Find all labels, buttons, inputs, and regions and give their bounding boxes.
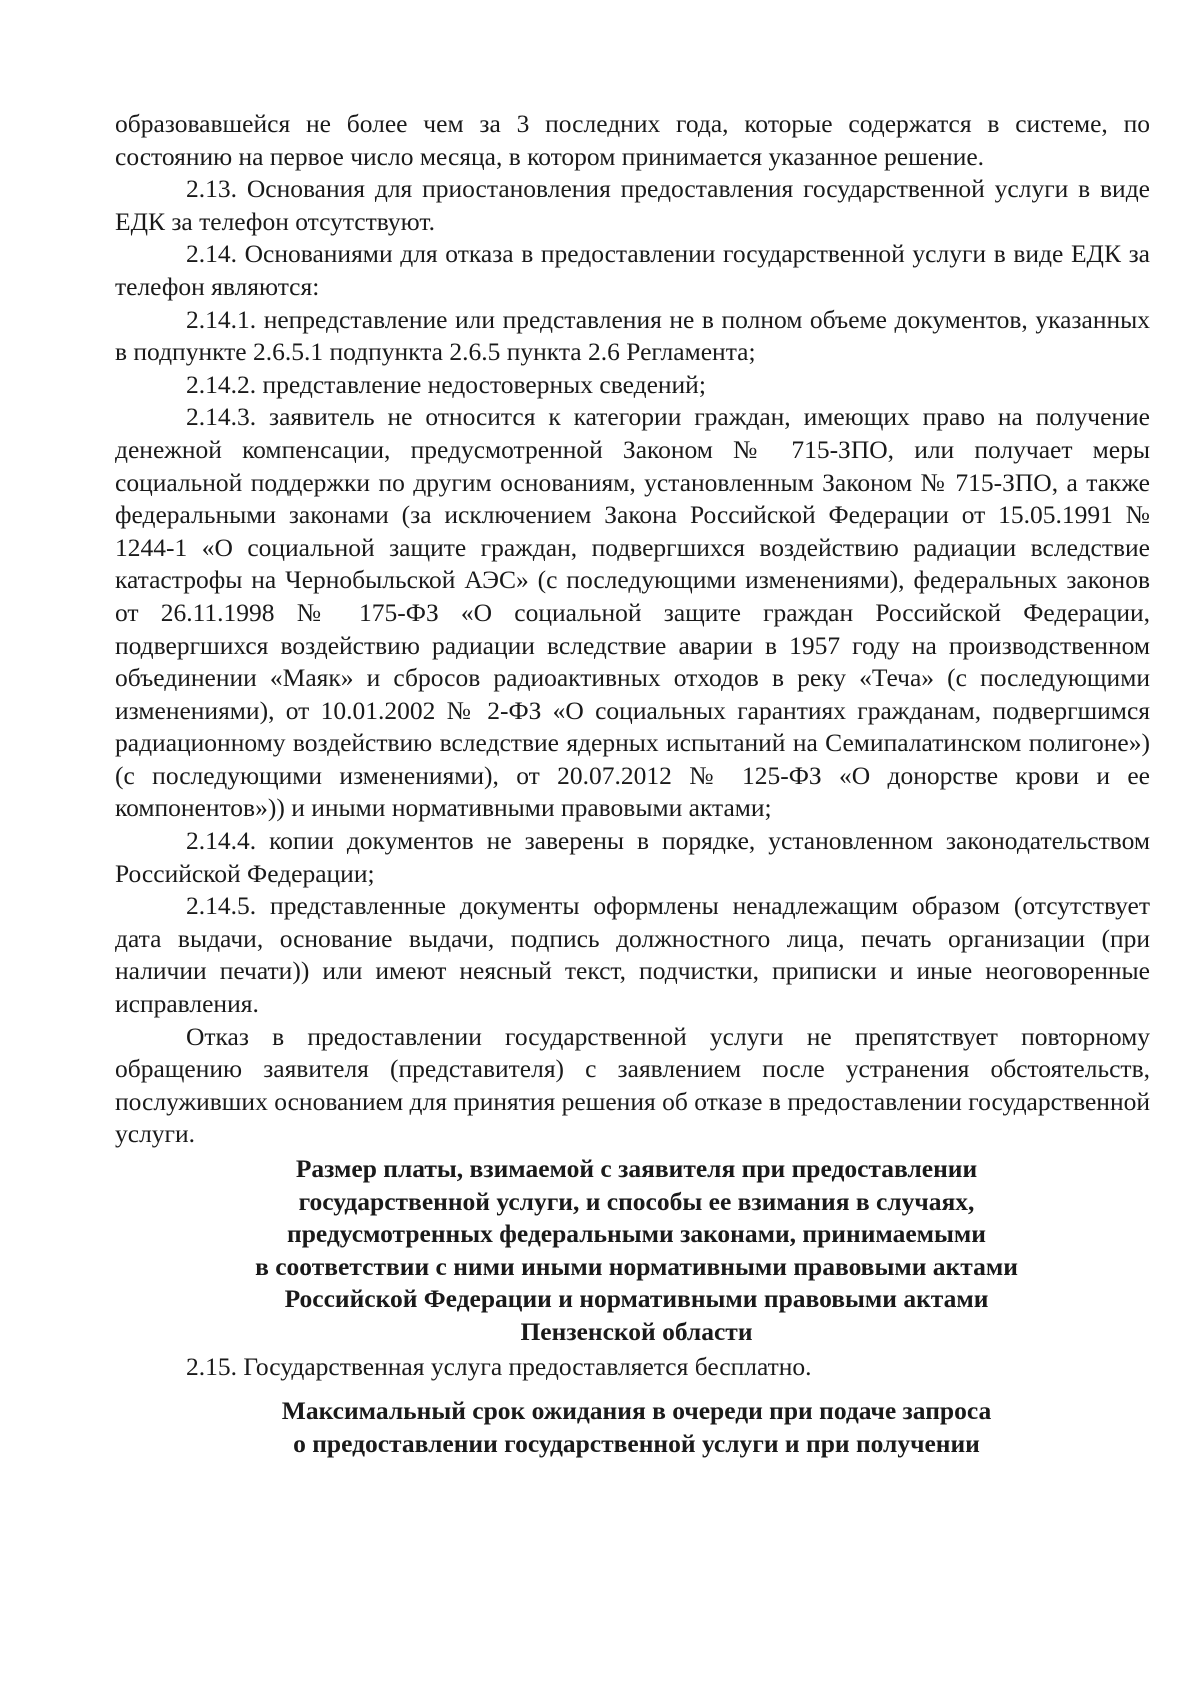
paragraph-2-14: 2.14. Основаниями для отказа в предоставлении государственной услуги в виде ЕДК за телефон являются: bbox=[115, 239, 1150, 301]
heading-line: Пензенской области bbox=[520, 1316, 753, 1346]
heading-line: Российской Федерации и нормативными правовыми актами bbox=[284, 1284, 989, 1314]
paragraph-2-13: 2.13. Основания для приостановления предоставления государственной услуги в виде ЕДК за телефон отсутствуют. bbox=[115, 174, 1150, 236]
paragraph-2-14-2: 2.14.2. представление недостоверных сведений; bbox=[186, 369, 706, 399]
section-heading-queue bbox=[115, 1395, 1150, 1460]
paragraph-2-15: 2.15. Государственная услуга предоставляется бесплатно. bbox=[186, 1351, 812, 1381]
heading-line: в соответствии с ними иными нормативными правовыми актами bbox=[255, 1251, 1018, 1281]
paragraph-refusal-note: Отказ в предоставлении государственной услуги не препятствует повторному обращению заявителя (представителя) с заявлением после устранения обстоятельств, послуживших основанием для принятия решения об отказе в предоставлении государственной услуги. bbox=[115, 1021, 1150, 1149]
heading-line: Максимальный срок ожидания в очереди при подаче запроса bbox=[281, 1396, 992, 1426]
heading-line: предусмотренных федеральными законами, принимаемыми bbox=[287, 1219, 986, 1249]
heading-line: о предоставлении государственной услуги и при получении bbox=[293, 1428, 980, 1458]
section-heading-fee bbox=[115, 1153, 1150, 1349]
paragraph-2-14-4: 2.14.4. копии документов не заверены в порядке, установленном законодательством Российской Федерации; bbox=[115, 826, 1150, 888]
paragraph-2-14-5: 2.14.5. представленные документы оформлены ненадлежащим образом (отсутствует дата выдачи, основание выдачи, подпись должностного лица, печать организации (при наличии печати)) или имеют неясный текст, подчистки, приписки и иные неоговоренные исправления. bbox=[115, 891, 1150, 1019]
heading-line: государственной услуги, и способы ее взимания в случаях, bbox=[298, 1186, 975, 1216]
paragraph-2-14-1: 2.14.1. непредставление или представления не в полном объеме документов, указанных в подпункте 2.6.5.1 подпункта 2.6.5 пункта 2.6 Регламента; bbox=[115, 304, 1150, 367]
heading-line: Размер платы, взимаемой с заявителя при предоставлении bbox=[295, 1154, 978, 1183]
paragraph-2-14-3: 2.14.3. заявитель не относится к категории граждан, имеющих право на получение денежной компенсации, предусмотренной Законом № 715-ЗПО, или получает меры социальной поддержки по другим основаниям, установленным Законом № 715-ЗПО, а также федеральными законами (за исключением Закона Российской Федерации от 15.05.1991 № 1244-1 «О социальной защите граждан, подвергшихся воздействию радиации вследствие катастрофы на Чернобыльской АЭС» (с последующими изменениями), федеральных законов от 26.11.1998 № 175-ФЗ «О социальной защите граждан Российской Федерации, подвергшихся воздействию радиации вследствие аварии в 1957 году на производственном объединении «Маяк» и сбросов радиоактивных отходов в реку «Теча» (с последующими изменениями), от 10.01.2002 № 2-ФЗ «О социальных гарантиях гражданам, подвергшимся радиационному воздействию вследствие ядерных испытаний на Семипалатинском полигоне») (с последующими изменениями), от 20.07.2012 № 125-ФЗ «О донорстве крови и ее компонентов»)) и иными нормативными правовыми актами; bbox=[115, 402, 1150, 823]
document-page bbox=[115, 108, 1150, 1460]
paragraph-continuation: образовавшейся не более чем за 3 последних года, которые содержатся в системе, по состоянию на первое число месяца, в котором принимается указанное решение. bbox=[115, 109, 1150, 171]
